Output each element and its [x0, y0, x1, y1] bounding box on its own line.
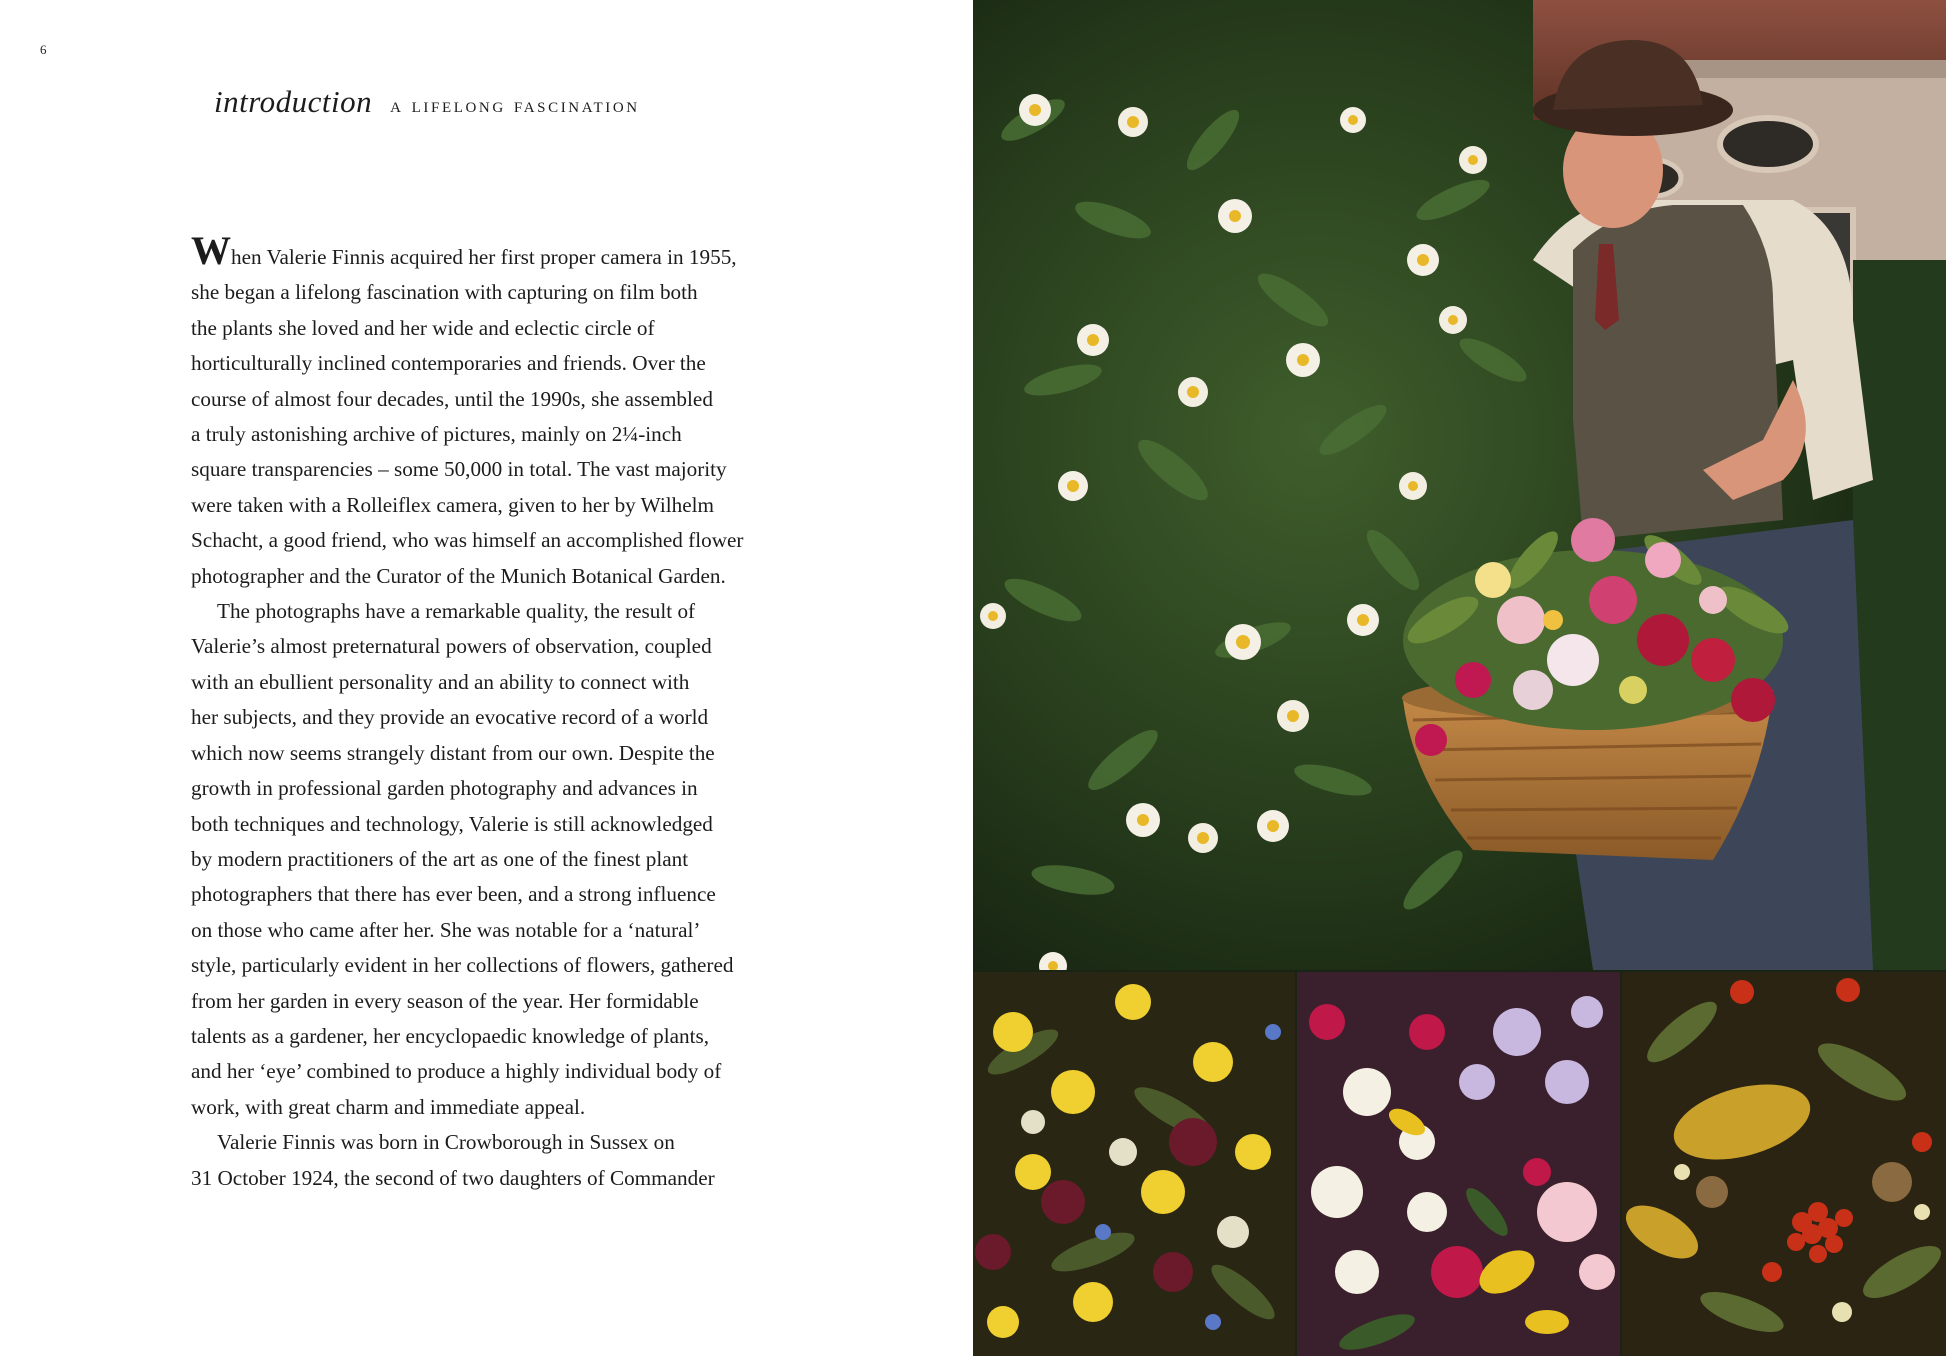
body-line: course of almost four decades, until the 1990s, she assembled	[191, 386, 713, 411]
gardener-photo-illustration	[973, 0, 1946, 970]
body-line: were taken with a Rolleiflex camera, given to her by Wilhelm	[191, 492, 714, 517]
body-line-text: hen Valerie Finnis acquired her first proper camera in 1955,	[231, 245, 737, 269]
body-line: The photographs have a remarkable quality, the result of	[217, 599, 696, 624]
body-line: and her ‘eye’ combined to produce a highly individual body of	[191, 1059, 722, 1084]
photo-autumn-berries	[1622, 972, 1946, 1356]
photo-spring-flowers	[973, 972, 1295, 1356]
body-line: photographer and the Curator of the Munich Botanical Garden.	[191, 563, 726, 588]
summer-flowers-illustration	[1297, 972, 1620, 1356]
body-line: Valerie Finnis was born in Crowborough in Sussex on	[217, 1130, 675, 1155]
body-line: Schacht, a good friend, who was himself an accomplished flower	[191, 528, 744, 553]
heading-italic: introduction	[214, 84, 373, 119]
body-line: with an ebullient personality and an ability to connect with	[191, 669, 690, 694]
body-line	[191, 228, 791, 275]
autumn-berries-illustration	[1622, 972, 1946, 1356]
body-line: on those who came after her. She was notable for a ‘natural’	[191, 917, 701, 942]
body-line: she began a lifelong fascination with capturing on film both	[191, 280, 698, 305]
body-line: both techniques and technology, Valerie is still acknowledged	[191, 811, 713, 836]
body-line: photographers that there has ever been, and a strong influence	[191, 882, 716, 907]
body-line: which now seems strangely distant from our own. Despite the	[191, 740, 715, 765]
seasonal-photo-row	[973, 972, 1946, 1356]
body-line: her subjects, and they provide an evocative record of a world	[191, 705, 709, 730]
body-line: 31 October 1924, the second of two daughters of Commander	[191, 1165, 715, 1190]
photo-gardener-with-basket	[973, 0, 1946, 970]
body-line: by modern practitioners of the art as one of the finest plant	[191, 846, 689, 871]
dropcap: W	[191, 228, 231, 273]
body-line: Valerie’s almost preternatural powers of observation, coupled	[191, 634, 712, 659]
body-line: talents as a gardener, her encyclopaedic knowledge of plants,	[191, 1023, 710, 1048]
chapter-heading	[214, 84, 640, 120]
body-line: the plants she loved and her wide and eclectic circle of	[191, 315, 655, 340]
spring-flowers-illustration	[973, 972, 1295, 1356]
body-line: a truly astonishing archive of pictures, mainly on 2¼-inch	[191, 422, 682, 447]
photo-summer-flowers	[1297, 972, 1620, 1356]
page-number: 6	[40, 42, 47, 57]
body-line: growth in professional garden photography and advances in	[191, 776, 698, 801]
body-line: square transparencies – some 50,000 in total. The vast majority	[191, 457, 727, 482]
right-page	[973, 0, 1946, 1356]
body-text	[191, 228, 791, 1196]
body-line: horticulturally inclined contemporaries and friends. Over the	[191, 351, 706, 376]
body-line: style, particularly evident in her collections of flowers, gathered	[191, 953, 734, 978]
body-line: work, with great charm and immediate appeal.	[191, 1094, 586, 1119]
body-line: from her garden in every season of the year. Her formidable	[191, 988, 699, 1013]
heading-title: a lifelong fascination	[390, 92, 640, 117]
